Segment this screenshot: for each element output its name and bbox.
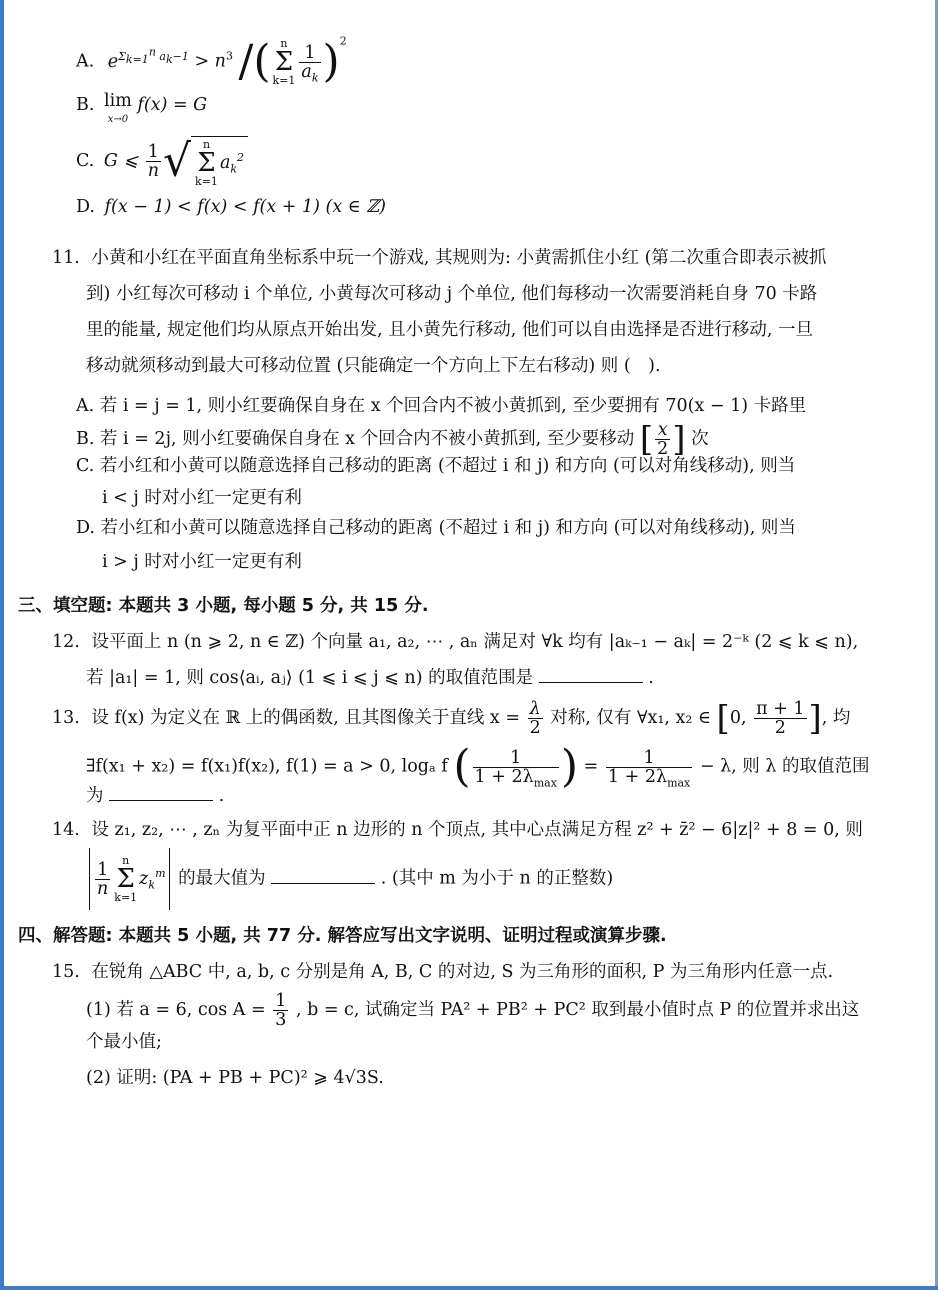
q11-option-b: B. 若 i = 2j, 则小红要确保自身在 x 个回合内不被小黄抓到, 至少要移动 [ $\frac{x}{2}$ ] 次 xyxy=(76,419,709,460)
page-border-bottom xyxy=(0,1286,938,1290)
option-c-lhs: G ⩽ xyxy=(103,151,139,171)
q12-text-2: 若 |a₁| = 1, 则 cos⟨aᵢ, aⱼ⟩ (1 ⩽ i ⩽ j ⩽ n) 的取值范围是 xyxy=(86,668,534,688)
q11-option-a: A. 若 i = j = 1, 则小红要确保自身在 x 个回合内不被小黄抓到, 至少要拥有 70(x − 1) 卡路里 xyxy=(76,396,807,416)
q14-text-3: . (其中 m 为小于 n 的正整数) xyxy=(380,868,614,889)
q13-text-2: 对称, 仅有 ∀x₁, x₂ ∈ xyxy=(550,708,711,728)
q12-text: 设平面上 n (n ⩾ 2, n ∈ ℤ) 个向量 a₁, a₂, ⋯ , aₙ 满足对 ∀k 均有 |aₖ₋₁ − aₖ| = 2⁻ᵏ (2 ⩽ k ⩽ n), xyxy=(91,632,859,652)
question-number: 14. xyxy=(52,820,80,840)
q15-part-2: (2) 证明: (PA + PB + PC)² ⩾ 4√3S. xyxy=(86,1068,384,1088)
option-label: A. xyxy=(76,51,95,72)
q10-option-b: B. lim x→0 f(x) = G xyxy=(76,91,208,125)
q11-option-d-line-1: D. 若小红和小黄可以随意选择自己移动的距离 (不超过 i 和 j) 和方向 (可以对角线移动), 则当 xyxy=(76,518,796,538)
q13-text-5: − λ, 则 λ 的取值范围 xyxy=(699,756,870,777)
page-border-left xyxy=(0,0,4,1290)
q11-option-b-text: B. 若 i = 2j, 则小红要确保自身在 x 个回合内不被小黄抓到, 至少要移动 xyxy=(76,429,635,449)
q13-line-2: ∃f(x₁ + x₂) = f(x₁)f(x₂), f(1) = a > 0, logₐ f ( $\frac{1}{1 + 2\lambda_{max}}$ ) = $\frac{1}{1 + 2\lambda_{max}}$ − λ, 则 λ 的取值范围 xyxy=(86,741,870,792)
section-3-title: 三、填空题: 本题共 3 小题, 每小题 5 分, 共 15 分. xyxy=(18,596,429,616)
q13-equals: = xyxy=(583,756,599,777)
q14-text-2: 的最大值为 xyxy=(178,868,266,889)
section-4-title: 四、解答题: 本题共 5 小题, 共 77 分. 解答应写出文字说明、证明过程或演算步骤. xyxy=(18,926,667,946)
q11-option-c-line-1: C. 若小红和小黄可以随意选择自己移动的距离 (不超过 i 和 j) 和方向 (可以对角线移动), 则当 xyxy=(76,456,796,476)
q11-line-2: 到) 小红每次可移动 i 个单位, 小黄每次可移动 j 个单位, 他们每移动一次需要消耗自身 70 卡路 xyxy=(86,284,818,304)
option-label: C. xyxy=(76,151,95,171)
option-label: D. xyxy=(76,197,95,217)
q11-text: 小黄和小红在平面直角坐标系中玩一个游戏, 其规则为: 小黄需抓住小红 (第二次重合即表示被抓 xyxy=(91,248,827,268)
option-label: B. xyxy=(76,95,95,115)
q11-option-b-suffix: 次 xyxy=(691,429,709,449)
q14-text: 设 z₁, z₂, ⋯ , zₙ 为复平面中正 n 边形的 n 个顶点, 其中心点满足方程 z² + z̄² − 6|z|² + 8 = 0, 则 xyxy=(91,820,863,840)
q12-period: . xyxy=(648,668,654,688)
q14-line-2: $\frac{1}{n}$ n Σ $k=1z_k^m$ 的最大值为 . (其中 m 为小于 n 的正整数) xyxy=(86,848,613,910)
q15-line-1 xyxy=(52,960,833,984)
option-b-expression: f(x) = G xyxy=(137,95,208,115)
q10-option-a: A. $e^{\Sigma_{k=1}^n a_k-1} > n^3$ /( n Σ k=1 $\frac{1}{a_k}$ )$^2$ xyxy=(76,34,347,87)
q11-line-3: 里的能量, 规定他们均从原点开始出发, 且小黄先行移动, 他们可以自由选择是否进行移动, 一旦 xyxy=(86,320,813,340)
q15-part-1-line-2: 个最小值; xyxy=(86,1032,162,1052)
q11-line-1 xyxy=(52,246,826,270)
answer-blank[interactable] xyxy=(271,865,375,884)
q11-line-4: 移动就须移动到最大可移动位置 (只能确定一个方向上下左右移动) 则 ( ). xyxy=(86,356,661,376)
q13-line-1: 13. 设 f(x) 为定义在 ℝ 上的偶函数, 且其图像关于直线 x = $\frac{\lambda}{2}$ 对称, 仅有 ∀x₁, x₂ ∈ [0, $\frac{\pi + 1}{2}$ ], 均 xyxy=(52,698,851,739)
q12-line-2 xyxy=(86,664,654,690)
question-number: 13. xyxy=(52,708,80,728)
q13-line-3 xyxy=(86,782,224,808)
q13-period: . xyxy=(218,786,225,806)
q15-part-1-text-2: , b = c, 试确定当 PA² + PB² + PC² 取到最小值时点 P 的位置并求出这 xyxy=(295,1000,860,1020)
q15-part-1-text: (1) 若 a = 6, cos A = xyxy=(86,1000,266,1020)
q13-text-6: 为 xyxy=(86,786,104,806)
q11-option-d-line-2: i > j 时对小红一定更有利 xyxy=(102,552,302,572)
question-number: 12. xyxy=(52,632,80,652)
q10-option-c: C. G ⩽ $\frac{1}{n}$ √ n Σ $k=1a_k^2$ xyxy=(76,136,248,187)
q13-text-4: ∃f(x₁ + x₂) = f(x₁)f(x₂), f(1) = a > 0, logₐ f xyxy=(86,756,448,777)
question-number: 11. xyxy=(52,248,80,268)
answer-blank[interactable] xyxy=(109,782,213,801)
q15-text: 在锐角 △ABC 中, a, b, c 分别是角 A, B, C 的对边, S 为三角形的面积, P 为三角形内任意一点. xyxy=(91,962,834,982)
q11-option-c-line-2: i < j 时对小红一定更有利 xyxy=(102,488,302,508)
q13-text-1: 设 f(x) 为定义在 ℝ 上的偶函数, 且其图像关于直线 x = xyxy=(91,708,520,728)
q15-part-1: (1) 若 a = 6, cos A = $\frac{1}{3}$ , b = c, 试确定当 PA² + PB² + PC² 取到最小值时点 P 的位置并求出这 xyxy=(86,991,860,1030)
q12-line-1 xyxy=(52,630,858,654)
option-d-expression: f(x − 1) < f(x) < f(x + 1) (x ∈ ℤ) xyxy=(104,197,386,217)
q14-line-1 xyxy=(52,818,863,842)
answer-blank[interactable] xyxy=(539,664,643,683)
q13-text-3: , 均 xyxy=(821,708,851,728)
question-number: 15. xyxy=(52,962,80,982)
q10-option-d xyxy=(76,195,386,219)
